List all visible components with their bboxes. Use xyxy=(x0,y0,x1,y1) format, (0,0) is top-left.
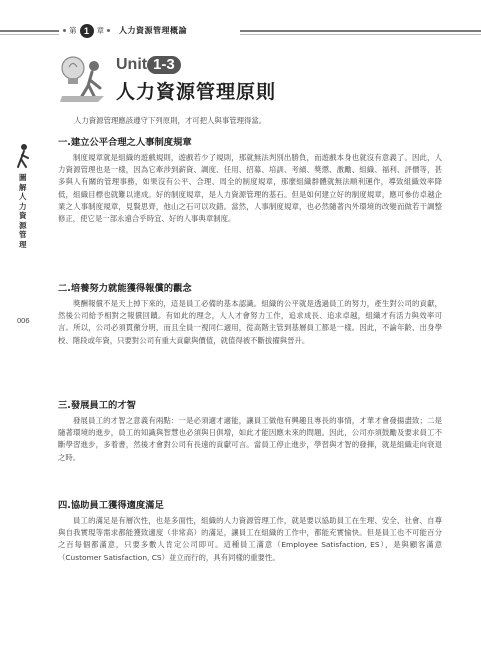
intro-text: 人力資源管理應該遵守下列原則，才可把人與事管理得當。 xyxy=(74,116,267,125)
running-figure-icon xyxy=(15,143,31,169)
section-4 xyxy=(58,500,442,564)
unit-title: 人力資源管理原則 xyxy=(116,81,277,103)
section-body: 獎酬報償不是天上掉下來的，這是員工必備的基本認識。組織的公平就是透過員工的努力，產生對公司的貢獻，然後公司給予相對之報償回饋。有如此的理念，人人才會努力工作，追求成長、追求卓越，組織才有活力與效率可言。所以，公司必須貫徹分明，而且全員一視同仁適用，從高階主管到基層員工都是一樣。因此，不論年齡、出身學校、階段或年資，只要對公司有重大貢獻與價值，就值得被不斷拔擢與晉升。 xyxy=(58,299,442,345)
page-number: 006 xyxy=(17,316,30,325)
section-body: 員工的滿足是有層次性，也是多面性，組織的人力資源管理工作，就是要以協助員工在生理、安全、社會、自尊與自我實現等需求都能獲致適度（非常高）的滿足，讓員工在組織的工作中，都能充實愉快。但是員工也不可能百分之百每個都滿意，只要多數人肯定公司即可。這種員工滿意（Employee Satisfaction, ES），是與顧客滿意（Customer Satisfaction, CS）並立而行的，具有同樣的重要性。 xyxy=(58,516,442,562)
chapter-number-badge: 1 xyxy=(80,24,94,38)
section-3 xyxy=(58,400,442,464)
section-heading: 二.培養努力就能獲得報償的觀念 xyxy=(58,283,192,294)
header-dot xyxy=(63,29,66,32)
unit-heading xyxy=(58,50,358,112)
section-heading: 三.發展員工的才智 xyxy=(58,400,136,411)
chapter-title: 人力資源管理概論 xyxy=(119,26,187,35)
unit-number-badge: 1-3 xyxy=(147,56,181,74)
section-heading: 四.協助員工獲得適度滿足 xyxy=(58,500,164,511)
chapter-suffix: 章 xyxy=(96,26,104,35)
section-1 xyxy=(58,137,442,225)
side-tab xyxy=(15,143,35,249)
header-dot xyxy=(107,29,110,32)
section-heading: 一.建立公平合理之人事制度規章 xyxy=(58,137,192,148)
unit-label: Unit xyxy=(116,56,148,73)
section-body: 發展員工的才智之意義有兩點：一是必須適才適能，讓員工做他有興趣且專長的事情，才華才會發揚盡致；二是隨著環境的進步，員工的知識與智慧也必須與日俱增，如此才能因應未來的問題。因此，公司亦須鼓勵及要求員工不斷學習進步，多着書，然後才會對公司有長遠的貢獻可言。當員工停止進步，學習與才智的發揮，就是組織走向衰退之時。 xyxy=(58,416,442,462)
chapter-header xyxy=(0,22,481,40)
chapter-prefix: 第 xyxy=(69,26,77,35)
side-tab-text: 圖解人力資源管理 xyxy=(19,173,27,249)
lightbulb-figure-icon xyxy=(58,52,108,104)
section-body: 制度規章就是組織的遊戲規則，遊戲若少了規則，那就無法判別出勝負，而遊戲本身也就沒有意義了。因此，人力資源管理也是一樣，因為它牽涉到薪資、調度、任用、招募、培訓、考績、獎懲、激勵、組織、福利、評價等，甚多與人有關的管理事務，如果沒有公平、合理、周全的制度規章，那麼組織群體就無法順利運作，導致組織效率降低，組織目標也就難以達成。好的制度規章，是人力資源管理的基石。但是如何建立好的制度規章，應可參仿卓越企業之人事制度規章，見賢思齊，他山之石可以攻錯。當然，人事制度規章，也必然隨著內外環境的改變而做若干調整修正，使它是一部永遠合乎時宜、好的人事典章制度。 xyxy=(58,153,442,224)
chapter-header-label xyxy=(59,22,240,39)
section-2 xyxy=(58,283,442,347)
